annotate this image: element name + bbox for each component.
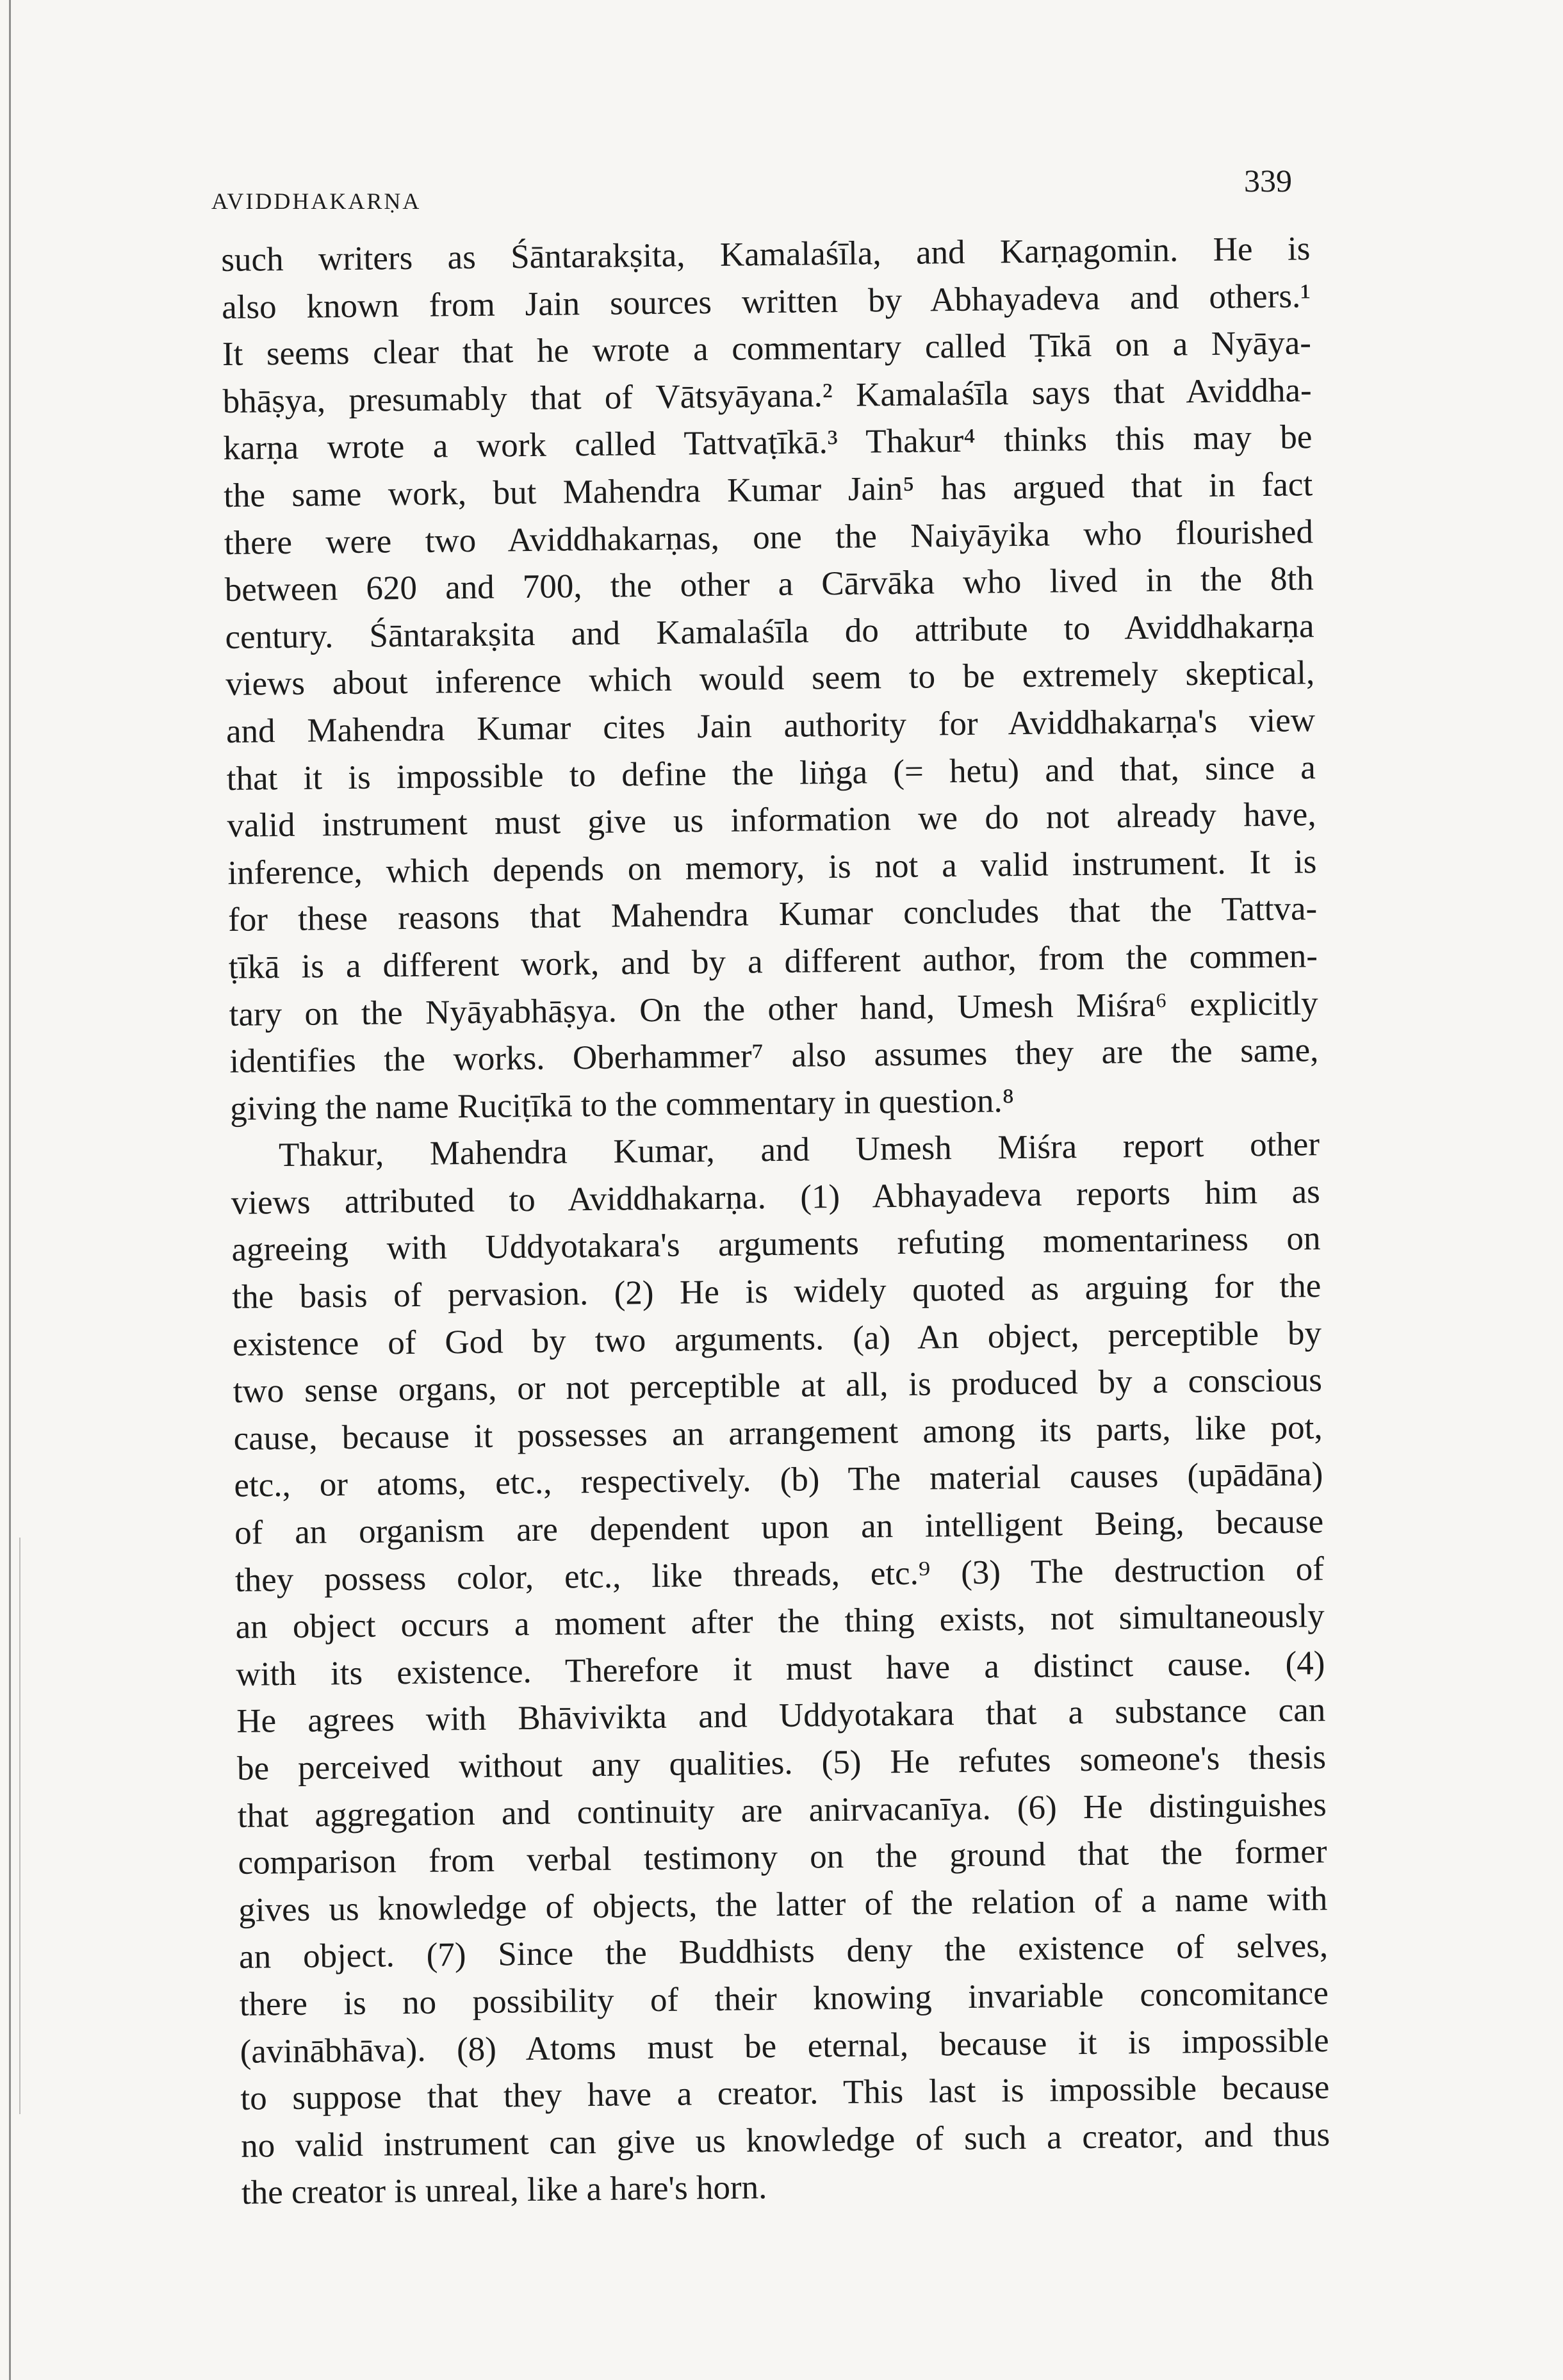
text-line: karṇa wrote a work called Tattvaṭīkā.³ Thakur⁴ thinks this may be: [223, 418, 1313, 468]
text-line: inference, which depends on memory, is not a valid instrument. It is: [227, 842, 1317, 892]
text-line: tary on the Nyāyabhāṣya. On the other hand, Umesh Miśra⁶ explicitly: [229, 984, 1318, 1033]
running-head: AVIDDHAKARṆA: [211, 188, 421, 214]
text-line: that aggregation and continuity are anirvacanīya. (6) He distinguishes: [237, 1785, 1327, 1835]
text-line: with its existence. Therefore it must have a distinct cause. (4): [236, 1644, 1325, 1693]
text-line: gives us knowledge of objects, the latter of the relation of a name with: [238, 1880, 1328, 1929]
text-line: and Mahendra Kumar cites Jain authority for Aviddhakarṇa's view: [225, 702, 1316, 750]
text-line: no valid instrument can give us knowledge of such a creator, and thus: [240, 2115, 1330, 2165]
text-line: existence of God by two arguments. (a) An object, perceptible by: [232, 1314, 1322, 1363]
text-line: to suppose that they have a creator. This last is impossible because: [240, 2069, 1330, 2117]
text-line: views about inference which would seem to be extremely skeptical,: [225, 654, 1315, 703]
text-line: between 620 and 700, the other a Cārvāka who lived in the 8th: [224, 560, 1314, 609]
text-line: century. Śāntarakṣita and Kamalaśīla do attribute to Aviddhakarṇa: [225, 607, 1314, 656]
text-line: Thakur, Mahendra Kumar, and Umesh Miśra report other: [278, 1126, 1320, 1174]
text-line: etc., or atoms, etc., respectively. (b) The material causes (upādāna): [234, 1456, 1323, 1505]
text-line: He agrees with Bhāviviktа and Uddyotakara that a substance can: [236, 1691, 1326, 1741]
text-line: of an organism are dependent upon an intelligent Being, because: [234, 1503, 1324, 1552]
text-line: views attributed to Aviddhakarṇa. (1) Abhayadeva reports him as: [231, 1172, 1321, 1222]
text-line: identifies the works. Oberhammer⁷ also assumes they are the same,: [229, 1031, 1319, 1081]
text-line: for these reasons that Mahendra Kumar concludes that the Tattva-: [227, 890, 1318, 939]
text-line: agreeing with Uddyotakara's arguments refuting momentariness on: [231, 1220, 1321, 1269]
text-line: cause, because it possesses an arrangement among its parts, like pot,: [233, 1408, 1323, 1457]
text-line: valid instrument must give us information we do not already have,: [227, 796, 1316, 845]
text-line: there were two Aviddhakarṇas, one the Naiyāyika who flourished: [224, 513, 1314, 562]
text-line: comparison from verbal testimony on the ground that the former: [238, 1833, 1327, 1882]
scan-edge-line: [9, 0, 11, 2380]
text-line: such writers as Śāntarakṣita, Kamalaśīla, and Karṇagomin. He is: [221, 230, 1311, 279]
text-line: It seems clear that he wrote a commentary called Ṭīkā on a Nyāya-: [222, 324, 1312, 373]
text-line: ṭīkā is a different work, and by a different author, from the commen-: [228, 937, 1318, 986]
text-line: also known from Jain sources written by Abhayadeva and others.¹: [221, 277, 1311, 326]
text-line: the same work, but Mahendra Kumar Jain⁵ has argued that in fact: [223, 466, 1313, 514]
text-line: bhāṣya, presumably that of Vātsyāyana.² Kamalaśīla says that Aviddha-: [222, 371, 1312, 420]
text-line: the basis of pervasion. (2) He is widely quoted as arguing for the: [232, 1267, 1322, 1316]
text-line: the creator is unreal, like a hare's horn.: [241, 2169, 767, 2212]
text-line: an object occurs a moment after the thing exists, not simultaneously: [235, 1597, 1325, 1646]
text-line: two sense organs, or not perceptible at all, is produced by a conscious: [233, 1361, 1323, 1411]
text-line: giving the name Ruciṭīkā to the commentary in question.⁸: [229, 1081, 1015, 1128]
text-line: that it is impossible to define the liṅga (= hetu) and that, since a: [226, 748, 1316, 798]
text-line: an object. (7) Since the Buddhists deny the existence of selves,: [238, 1927, 1329, 1976]
text-line: there is no possibility of their knowing invariable concomitance: [239, 1974, 1329, 2023]
body-text: [221, 226, 1330, 2217]
text-line: (avinābhāva). (8) Atoms must be eternal, because it is impossible: [240, 2021, 1329, 2071]
scan-edge-shadow: [19, 1538, 20, 2114]
text-line: they possess color, etc., like threads, etc.⁹ (3) The destruction of: [234, 1550, 1325, 1599]
page-number: 339: [1244, 163, 1292, 199]
text-line: be perceived without any qualities. (5) He refutes someone's thesis: [236, 1739, 1327, 1787]
